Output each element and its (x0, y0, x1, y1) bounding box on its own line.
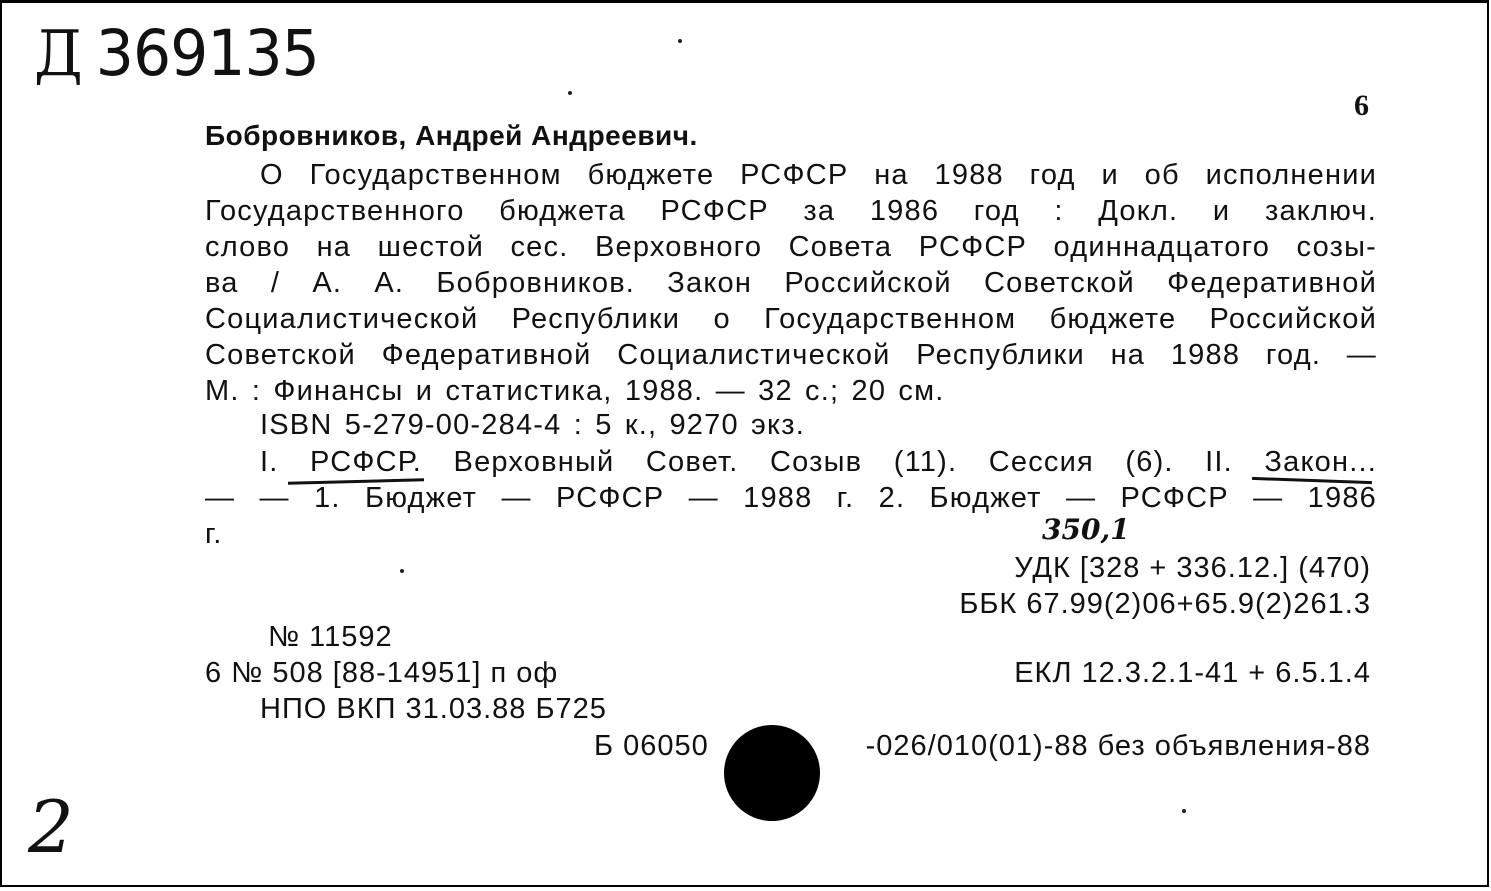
order-line: 6 № 508 [88-14951] п оф (205, 657, 559, 689)
speck (568, 91, 572, 95)
udk-index: УДК [328 + 336.12.] (470) (1014, 552, 1371, 584)
tracing-line-1: I. РСФСР. Верховный Совет. Созыв (11). Сессия (6). II. Закон... (260, 446, 1377, 478)
speck (1182, 809, 1186, 813)
inventory-number: № 11592 (268, 621, 393, 653)
call-number-digits: 369135 (95, 17, 319, 91)
call-number (34, 17, 319, 91)
title-line-5: Социалистической Республики о Государственном бюджете Российской (205, 303, 1377, 335)
title-line-4: ва / А. А. Бобровников. Закон Российской Советской Федеративной (205, 267, 1377, 299)
bbk-index: ББК 67.99(2)06+65.9(2)261.3 (959, 588, 1371, 620)
tracing-line-2: — — 1. Бюджет — РСФСР — 1988 г. 2. Бюджет — РСФСР — 1986 (205, 482, 1377, 514)
call-number-letter: Д (34, 17, 82, 91)
handwritten-note: 350,1 (1042, 513, 1130, 546)
ekl-index: ЕКЛ 12.3.2.1-41 + 6.5.1.4 (1014, 657, 1371, 689)
code-line-right: -026/010(01)-88 без объявления-88 (865, 730, 1371, 762)
speck (400, 569, 404, 573)
punch-hole (724, 725, 820, 821)
tracing-line-3: г. (205, 518, 223, 550)
title-line-2: Государственного бюджета РСФСР за 1986 год : Докл. и заключ. (205, 195, 1377, 227)
handwritten-mark: 2 (28, 785, 74, 869)
title-line-6: Советской Федеративной Социалистической Республики на 1988 год. — (205, 339, 1377, 371)
publisher-line: НПО ВКП 31.03.88 Б725 (260, 693, 607, 725)
code-line-left: Б 06050 (594, 730, 709, 762)
title-line-3: слово на шестой сес. Верховного Совета РСФСР одиннадцатого созы- (205, 231, 1377, 263)
copies-count: 6 (1354, 89, 1369, 122)
author-heading: Бобровников, Андрей Андреевич. (205, 120, 698, 151)
isbn-line: ISBN 5-279-00-284-4 : 5 к., 9270 экз. (260, 409, 806, 441)
title-line-1: О Государственном бюджете РСФСР на 1988 год и об исполнении (260, 159, 1377, 191)
title-line-7: М. : Финансы и статистика, 1988. — 32 с.; 20 см. (205, 375, 945, 407)
speck (678, 39, 682, 43)
